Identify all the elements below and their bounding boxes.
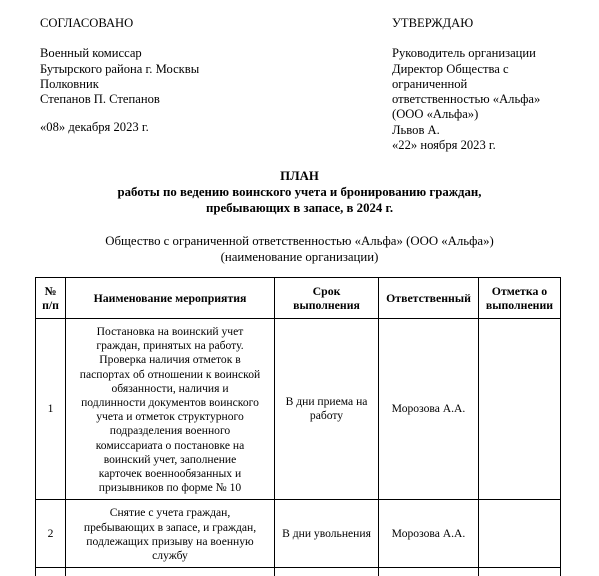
organization-caption: (наименование организации)	[220, 250, 379, 264]
cut-cell	[66, 568, 275, 576]
cut-cell	[275, 568, 379, 576]
row-mark	[479, 500, 561, 568]
activity-line: карточек военнообязанных и	[98, 467, 242, 481]
activity-line: подлинности документов воинского	[81, 396, 259, 410]
cut-cell	[479, 568, 561, 576]
header-responsible: Ответственный	[379, 278, 479, 319]
cut-cell	[36, 568, 66, 576]
approval-left-line: Полковник	[40, 76, 99, 91]
approval-right-block	[392, 16, 592, 153]
table-row-partial	[36, 568, 561, 576]
header-text: Срок	[312, 284, 341, 298]
deadline-line: В дни приема на	[285, 395, 368, 409]
activity-line: Снятие с учета граждан,	[109, 506, 231, 520]
activity-line: Постановка на воинский учет	[96, 325, 244, 338]
approval-left-line: Бутырского района г. Москвы	[40, 61, 200, 76]
cut-cell	[379, 568, 479, 576]
approval-right-heading: УТВЕРЖДАЮ	[392, 16, 474, 30]
row-deadline	[275, 319, 379, 500]
title-line: ПЛАН	[280, 169, 319, 183]
approval-right-line: Львов А.	[392, 122, 440, 137]
row-responsible: Морозова А.А.	[379, 500, 479, 568]
deadline-line: работу	[309, 409, 344, 423]
header-activity: Наименование мероприятия	[66, 278, 275, 319]
activity-line: учета и отметок структурного	[96, 410, 244, 424]
approval-right-line: ответственностью «Альфа»	[392, 92, 541, 107]
activity-line: призывников по форме № 10	[98, 481, 242, 495]
row-responsible: Морозова А.А.	[379, 319, 479, 500]
approval-right-line: (ООО «Альфа»)	[392, 107, 479, 122]
row-activity	[66, 500, 275, 568]
header-text: Отметка о	[491, 284, 548, 298]
title-line: пребывающих в запасе, в 2024 г.	[205, 201, 394, 215]
title-line: работы по ведению воинского учета и бронированию граждан,	[117, 185, 482, 199]
plan-table	[35, 277, 561, 576]
header-mark	[479, 278, 561, 319]
approval-right-line: Руководитель организации	[392, 46, 536, 61]
approval-right-line: Директор Общества с	[392, 61, 509, 76]
activity-line: обязанности, наличия и	[111, 381, 229, 395]
deadline-line: В дни увольнения	[282, 526, 371, 540]
activity-line: Проверка наличия отметок в	[99, 353, 241, 367]
activity-line: воинский учет, заполнение	[103, 452, 237, 466]
activity-line: службу	[152, 549, 188, 563]
activity-line: комиссариата о постановке на	[95, 438, 245, 452]
approval-right-line: ограниченной	[392, 76, 468, 91]
approval-left-date: «08» декабря 2023 г.	[40, 120, 149, 135]
table-row	[36, 319, 561, 500]
row-number: 1	[36, 319, 66, 500]
row-mark	[479, 319, 561, 500]
approval-left-block	[40, 16, 340, 136]
activity-line: подлежащих призыву на военную	[86, 534, 254, 548]
row-activity	[66, 319, 275, 500]
row-number: 2	[36, 500, 66, 568]
activity-line: граждан, принятых на работу.	[96, 339, 244, 353]
header-text: №	[44, 284, 57, 298]
table-header-row	[36, 278, 561, 319]
row-deadline	[275, 500, 379, 568]
approval-left-line: Военный комиссар	[40, 46, 142, 61]
header-number	[36, 278, 66, 319]
header-text: выполнения	[293, 298, 360, 312]
activity-line: пребывающих в запасе, и граждан,	[83, 520, 257, 534]
table-row	[36, 500, 561, 568]
activity-line: подразделения военного	[109, 424, 231, 438]
approval-left-line: Степанов П. Степанов	[40, 92, 160, 107]
activity-line: паспортах об отношении к воинской	[79, 367, 261, 381]
approval-right-date: «22» ноября 2023 г.	[392, 138, 496, 153]
approval-left-heading: СОГЛАСОВАНО	[40, 16, 134, 30]
header-text: выполнении	[485, 298, 554, 312]
header-text: п/п	[42, 298, 59, 312]
document-title	[0, 168, 599, 216]
organization-name: Общество с ограниченной ответственностью «Альфа» (ООО «Альфа»)	[105, 234, 494, 248]
header-deadline	[275, 278, 379, 319]
organization-block	[0, 233, 599, 265]
